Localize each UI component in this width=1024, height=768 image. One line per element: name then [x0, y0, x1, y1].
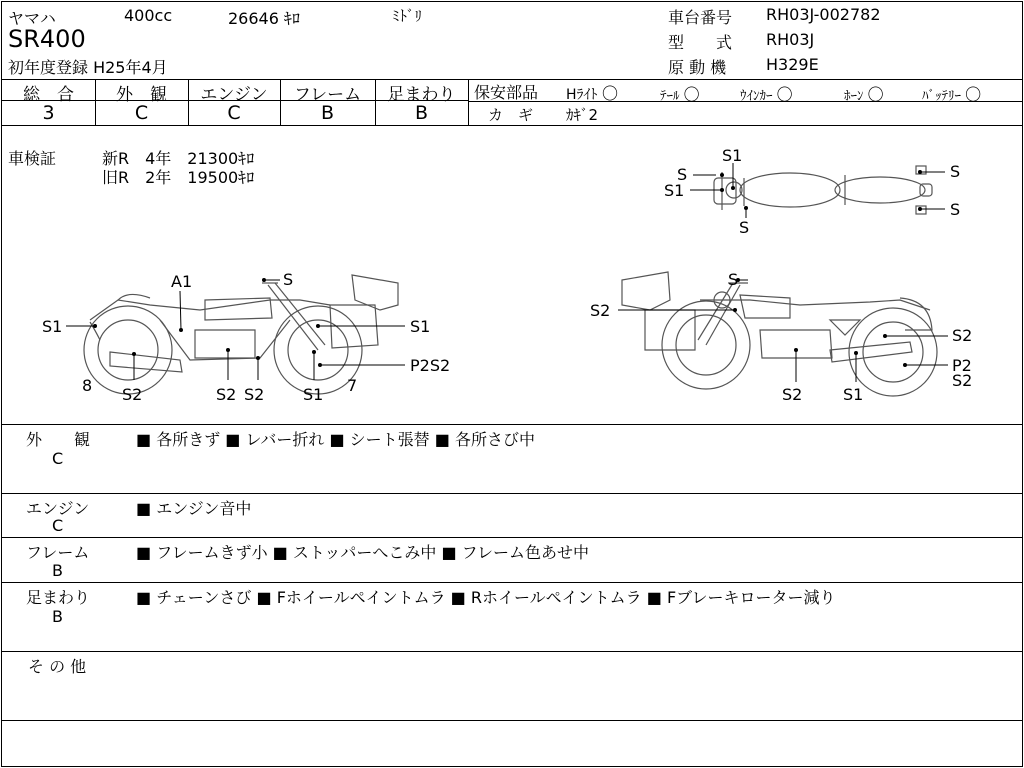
remarks-divider	[2, 493, 1022, 494]
inspection-new: 新R 4年 21300ｷﾛ	[102, 149, 255, 168]
damage-label: P2S2	[410, 356, 451, 375]
grade-overall: 3	[42, 102, 55, 124]
circle-mark-icon: 〇	[776, 85, 793, 104]
circle-mark-icon: 〇	[601, 84, 618, 103]
grade-header-engine: エンジン	[200, 85, 268, 105]
model-name: SR400	[8, 25, 86, 53]
remark-grade: B	[52, 607, 63, 626]
equip-item-name: ﾎｰﾝ	[844, 89, 864, 104]
frame-no: RH03J-002782	[766, 5, 881, 24]
remark-title: 外 観	[26, 430, 91, 449]
remark-text: ■ チェーンさび ■ Fホイールペイントムラ ■ Rホイールペイントムラ ■ Fブレーキローター減り	[136, 588, 836, 607]
first-registration: 初年度登録 H25年4月	[8, 58, 168, 77]
right-side-drawing	[622, 272, 937, 396]
circle-mark-icon: 〇	[965, 85, 982, 104]
equip-item-name: ﾃｰﾙ	[660, 89, 680, 104]
remark-text: ■ エンジン音中	[136, 499, 252, 518]
grade-header-appearance: 外 観	[116, 85, 167, 105]
circle-mark-icon: 〇	[867, 85, 884, 104]
key-label: カ ギ	[488, 106, 534, 124]
grade-header-overall: 総 合	[23, 85, 74, 105]
damage-label: S	[950, 200, 961, 219]
equip-item-name: ｳｲﾝｶｰ	[740, 89, 773, 104]
engine-label: 原 動 機	[668, 58, 727, 77]
remark-grade: C	[52, 516, 64, 535]
grade-appearance: C	[134, 102, 149, 124]
frame-no-label: 車台番号	[668, 8, 733, 27]
remark-grade: C	[52, 449, 64, 468]
key-value: ｶｷﾞ2	[566, 106, 599, 124]
damage-label: S2	[244, 385, 265, 404]
remark-title: フレーム	[26, 543, 90, 562]
remark-text: ■ フレームきず小 ■ ストッパーへこみ中 ■ フレーム色あせ中	[136, 543, 590, 562]
damage-label: 7	[347, 376, 358, 395]
maker: ヤマハ	[8, 9, 56, 28]
engine-value: H329E	[766, 55, 819, 74]
inspection-old: 旧R 2年 19500ｷﾛ	[102, 168, 255, 187]
grade-suspension: B	[414, 102, 429, 124]
damage-label: S2	[122, 385, 143, 404]
damage-label: 8	[82, 376, 93, 395]
damage-label: S	[739, 218, 750, 237]
damage-label: S	[283, 270, 294, 289]
damage-label: S1	[410, 317, 431, 336]
damage-label: S	[728, 270, 739, 289]
damage-label: S2	[216, 385, 237, 404]
grade-header-frame: フレーム	[293, 85, 362, 105]
equip-item-name: ﾊﾞｯﾃﾘｰ	[922, 89, 961, 104]
damage-label: S1	[843, 385, 864, 404]
inspection-label: 車検証	[8, 149, 57, 168]
damage-label: A1	[171, 272, 193, 291]
damage-label: S1	[664, 181, 685, 200]
damage-label: S2	[952, 371, 973, 390]
grade-header-suspension: 足まわり	[387, 85, 456, 105]
remark-title: エンジン	[26, 499, 90, 518]
color: ﾐﾄﾞﾘ	[392, 7, 423, 25]
mileage: 26646 ｷﾛ	[228, 9, 300, 28]
damage-label: P2	[952, 356, 972, 375]
remarks-divider	[2, 537, 1022, 538]
displacement: 400cc	[124, 6, 173, 25]
remarks-divider	[2, 651, 1022, 652]
damage-label: S	[950, 162, 961, 181]
remarks-divider	[2, 582, 1022, 583]
remark-text: ■ 各所きず ■ レバー折れ ■ シート張替 ■ 各所さび中	[136, 430, 535, 449]
damage-label: S2	[782, 385, 803, 404]
circle-mark-icon: 〇	[683, 85, 700, 104]
grade-engine: C	[227, 102, 241, 124]
damage-label: S2	[590, 301, 611, 320]
type-label: 型 式	[668, 33, 733, 52]
damage-label: S	[677, 165, 688, 184]
damage-label: S1	[303, 385, 324, 404]
damage-label: S1	[42, 317, 63, 336]
remarks-top-line	[2, 424, 1022, 425]
remark-title: 足まわり	[26, 588, 91, 607]
grade-frame: B	[320, 102, 335, 124]
remark-title: そ の 他	[28, 657, 87, 676]
type-value: RH03J	[766, 30, 815, 49]
equip-item-name: Hﾗｲﾄ	[566, 87, 598, 103]
damage-label: S1	[722, 146, 743, 165]
damage-label: S2	[952, 326, 973, 345]
remark-grade: B	[52, 561, 63, 580]
equipment-label: 保安部品	[474, 83, 539, 102]
remarks-divider	[2, 720, 1022, 721]
